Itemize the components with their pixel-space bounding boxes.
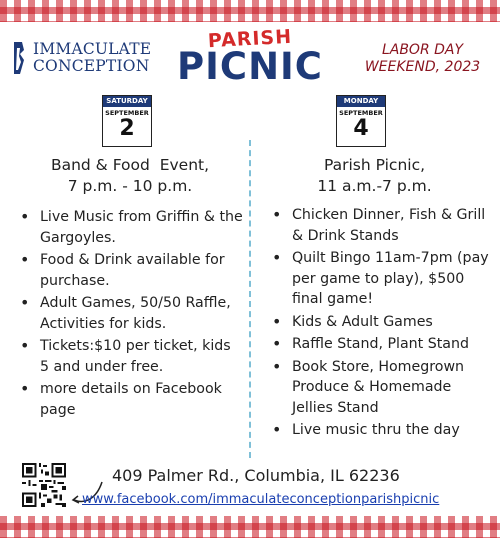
right-activity-list: [270, 205, 492, 443]
list-item: • Book Store, Homegrown Produce & Homemade Jellies Stand: [270, 357, 492, 419]
calendar-icon-monday: [336, 95, 386, 147]
facebook-link[interactable]: www.facebook.com/immaculateconceptionparishpicnic: [82, 492, 440, 507]
title-big: PICNIC: [177, 45, 323, 88]
calendar-day-number: 2: [119, 116, 135, 141]
calendar-weekday: SATURDAY: [103, 96, 151, 107]
left-heading-line1: Band & Food Event,: [50, 156, 210, 174]
list-item: • Food & Drink available for purchase.: [18, 250, 243, 291]
right-heading-line2: 11 a.m.-7 p.m.: [317, 177, 432, 195]
gingham-border-top: [0, 0, 500, 22]
list-item: • Raffle Stand, Plant Stand: [270, 334, 492, 355]
page-title: [170, 25, 330, 88]
calendar-month: SEPTEMBER: [339, 109, 383, 117]
column-divider: [249, 140, 251, 458]
calendar-month: SEPTEMBER: [105, 109, 149, 117]
calendar-weekday: MONDAY: [337, 96, 385, 107]
list-item: • Chicken Dinner, Fish & Grill & Drink Stands: [270, 205, 492, 246]
left-activity-list: [18, 207, 243, 422]
event-date-label: [355, 42, 490, 76]
logo-line1: IMMACULATE: [33, 40, 152, 58]
qr-code-icon[interactable]: [22, 463, 66, 507]
gingham-border-bottom: [0, 516, 500, 538]
address-text: 409 Palmer Rd., Columbia, IL 62236: [112, 466, 400, 485]
list-item: • Adult Games, 50/50 Raffle, Activities for kids.: [18, 293, 243, 334]
calendar-icon-saturday: [102, 95, 152, 147]
list-item: • Tickets:$10 per ticket, kids 5 and under free.: [18, 336, 243, 377]
list-item: • Quilt Bingo 11am-7pm (pay per game to play), $500 final game!: [270, 248, 492, 310]
list-item: • Live Music from Griffin & the Gargoyles.: [18, 207, 243, 248]
logo-line2: CONCEPTION: [33, 57, 150, 75]
list-item: • more details on Facebook page: [18, 379, 243, 420]
title-small: PARISH: [207, 25, 293, 53]
list-item: • Live music thru the day: [270, 420, 492, 441]
right-heading-line1: Parish Picnic,: [323, 156, 426, 174]
calendar-day-number: 4: [353, 116, 369, 141]
left-column-heading: [20, 155, 240, 197]
event-line1: LABOR DAY: [381, 42, 464, 58]
right-column-heading: [262, 155, 487, 197]
church-logo-mark-icon: [10, 40, 28, 76]
parish-logo: [10, 40, 151, 76]
list-item: • Kids & Adult Games: [270, 312, 492, 333]
event-line2: WEEKEND, 2023: [364, 59, 481, 75]
left-heading-line2: 7 p.m. - 10 p.m.: [67, 177, 193, 195]
